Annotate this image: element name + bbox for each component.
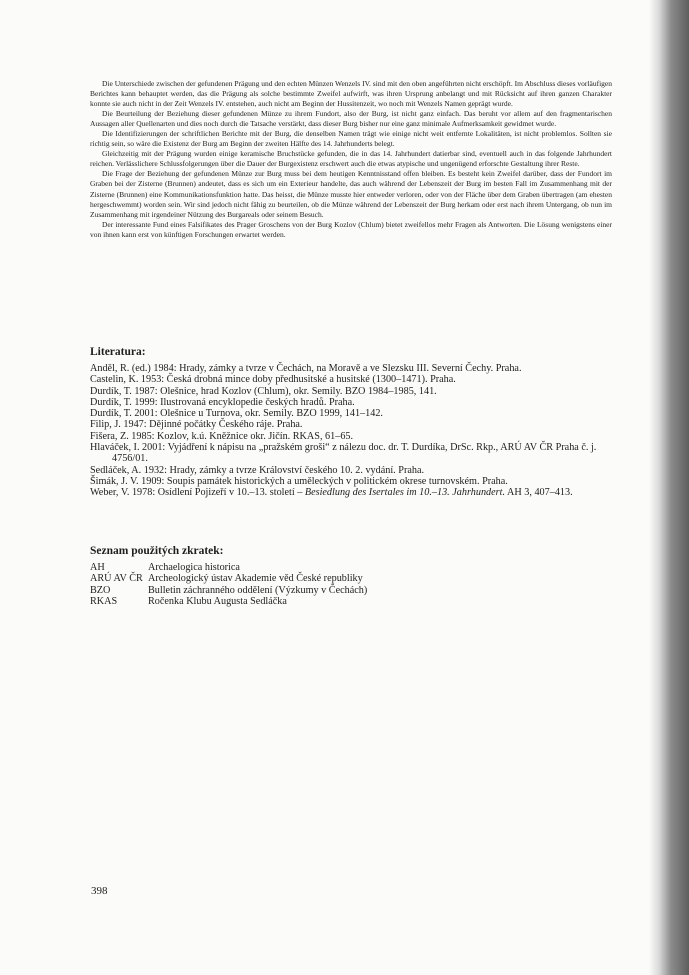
literature-item: Filip, J. 1947: Dějinné počátky Českého ráje. Praha.	[90, 419, 303, 431]
abbreviations-list	[90, 562, 367, 607]
abbreviation-key: ARÚ AV ČR	[90, 573, 143, 585]
page-number: 398	[91, 885, 108, 897]
page-edge-shadow	[649, 0, 689, 975]
abbreviations-heading: Seznam použitých zkratek:	[90, 545, 224, 557]
literature-item: Weber, V. 1978: Osídlení Pojizeří v 10.–13. století – Besiedlung des Isertales im 10.–13. Jahrhundert. AH 3, 407–413.	[90, 487, 573, 499]
abbreviation-meaning: Bulletin záchranného oddělení (Výzkumy v Čechách)	[148, 584, 368, 596]
abbreviation-meaning: Archeologický ústav Akademie věd České republiky	[148, 573, 363, 585]
body-paragraph: Gleichzeitig mit der Prägung wurden einige keramische Bruchstücke gefunden, die in das 14. Jahrhundert datierbar sind, eventuell auch in das folgende Jahrhundert reichen. Verlässlichere Schlussfolgerungen über die Dauer der Burgexistenz erschwert auch die etwas atypische und ungenügend erforschte Gestaltung ihrer Reste.	[90, 149, 612, 169]
literature-item: Anděl, R. (ed.) 1984: Hrady, zámky a tvrze v Čechách, na Moravě a ve Slezsku III. Severní Čechy. Praha.	[90, 363, 522, 374]
abbreviation-meaning: Archaelogica historica	[148, 562, 240, 573]
literature-item: Šimák, J. V. 1909: Soupis památek historických a uměleckých v politickém okrese turnovském. Praha.	[90, 475, 508, 487]
body-paragraph: Die Frage der Beziehung der gefundenen Münze zur Burg muss bei dem heutigen Kenntnisstand offen bleiben. Es besteht kein Zweifel darüber, dass der Fundort im Graben bei der Zisterne (Brunnen) andeutet, dass es sich um ein Exterieur handelte, das auch während der Lebenszeit der Burg im besten Fall im Zusammenhang mit der Zisterne (Brunnen) eine Kommunikationsfunktion hatte. Das heisst, die Münze musste hier entweder verloren, oder von der Fläche über dem Graben übertragen (am ehesten hergeschwemmt) worden sein. Wir sind jedoch nicht fähig zu beurteilen, ob die Münze während der Lebenszeit der Burg herkam oder erst nach ihrem Untergang, ob nun im Zusammenhang mit irgendeiner Nützung des Burgareals oder seinem Besuch.	[90, 169, 612, 219]
abbreviation-row	[90, 585, 367, 596]
body-paragraph: Die Unterschiede zwischen der gefundenen Prägung und den echten Münzen Wenzels IV. sind mit den oben angeführten nicht erschöpft. Im Abschluss dieses vorläufigen Berichtes kann behauptet werden, das die Prägung als solche bestimmte Zweifel aufwirft, was ihren Ursprung anbelangt und mit Rücksicht auf ihren ganzen Charakter konnte sie auch nicht in der Zeit Wenzels IV. entstehen, auch nicht am Beginn der Hussitenzeit, wo noch mit Wenzels Namen geprägt wurde.	[90, 79, 612, 109]
abbreviation-key: RKAS	[90, 595, 118, 607]
body-paragraph: Die Beurteilung der Beziehung dieser gefundenen Münze zu ihrem Fundort, also der Burg, ist nicht ganz einfach. Das beruht vor allem auf den fragmentarischen Aussagen aller Quellenarten und dies noch durch die Tatsache verstärkt, dass dieser Burg bisher nur eine ganz minimale Aufmerksamkeit gewidmet wurde.	[90, 109, 612, 129]
literature-list	[90, 363, 620, 499]
abbreviation-meaning: Ročenka Klubu Augusta Sedláčka	[148, 595, 287, 607]
literature-item: Fišera, Z. 1985: Kozlov, k.ú. Kněžnice okr. Jičín. RKAS, 61–65.	[90, 430, 354, 442]
abbreviation-row	[90, 573, 367, 584]
literature-item: Castelin, K. 1953: Česká drobná mince doby předhusitské a husitské (1300–1471). Praha.	[90, 374, 456, 386]
abbreviation-key: AH	[90, 562, 105, 573]
literature-item: Durdík, T. 2001: Olešnice u Turnova, okr. Semily. BZO 1999, 141–142.	[90, 408, 383, 420]
abbreviation-row	[90, 562, 367, 573]
abbreviation-row	[90, 596, 367, 607]
abbreviation-key: BZO	[90, 584, 111, 596]
body-paragraph: Die Identifizierungen der schriftlichen Berichte mit der Burg, die denselben Namen trägt wie einige nicht weit entfernte Lokalitäten, ist nicht problemlos. Sollten sie richtig sein, so wäre die Existenz der Burg am Beginn der zweiten Hälfte des 14. Jahrhunderts belegt.	[90, 129, 612, 149]
italic-title: Besiedlung des Isertales im 10.–13. Jahrhundert.	[304, 487, 506, 499]
literature-item: Durdík, T. 1999: Ilustrovaná encyklopedie českých hradů. Praha.	[90, 396, 355, 408]
literature-heading: Literatura:	[90, 346, 146, 358]
literature-item: Sedláček, A. 1932: Hrady, zámky a tvrze Království českého 10. 2. vydání. Praha.	[90, 464, 425, 476]
body-paragraph: Der interessante Fund eines Falsifikates des Prager Groschens von der Burg Kozlov (Chlum) bietet zweifellos mehr Fragen als Antworten. Die Lösung wenigstens einer von ihnen kann erst von künftigen Forschungen erwartet werden.	[90, 219, 612, 239]
literature-item: Durdík, T. 1987: Olešnice, hrad Kozlov (Chlum), okr. Semily. BZO 1984–1985, 141.	[90, 385, 437, 397]
literature-item: Hlaváček, I. 2001: Vyjádření k nápisu na „pražském groši“ z nálezu doc. dr. T. Durdíka, DrSc. Rkp., ARÚ AV ČR Praha č. j. 4756/01.	[90, 442, 597, 465]
body-text	[90, 79, 612, 240]
